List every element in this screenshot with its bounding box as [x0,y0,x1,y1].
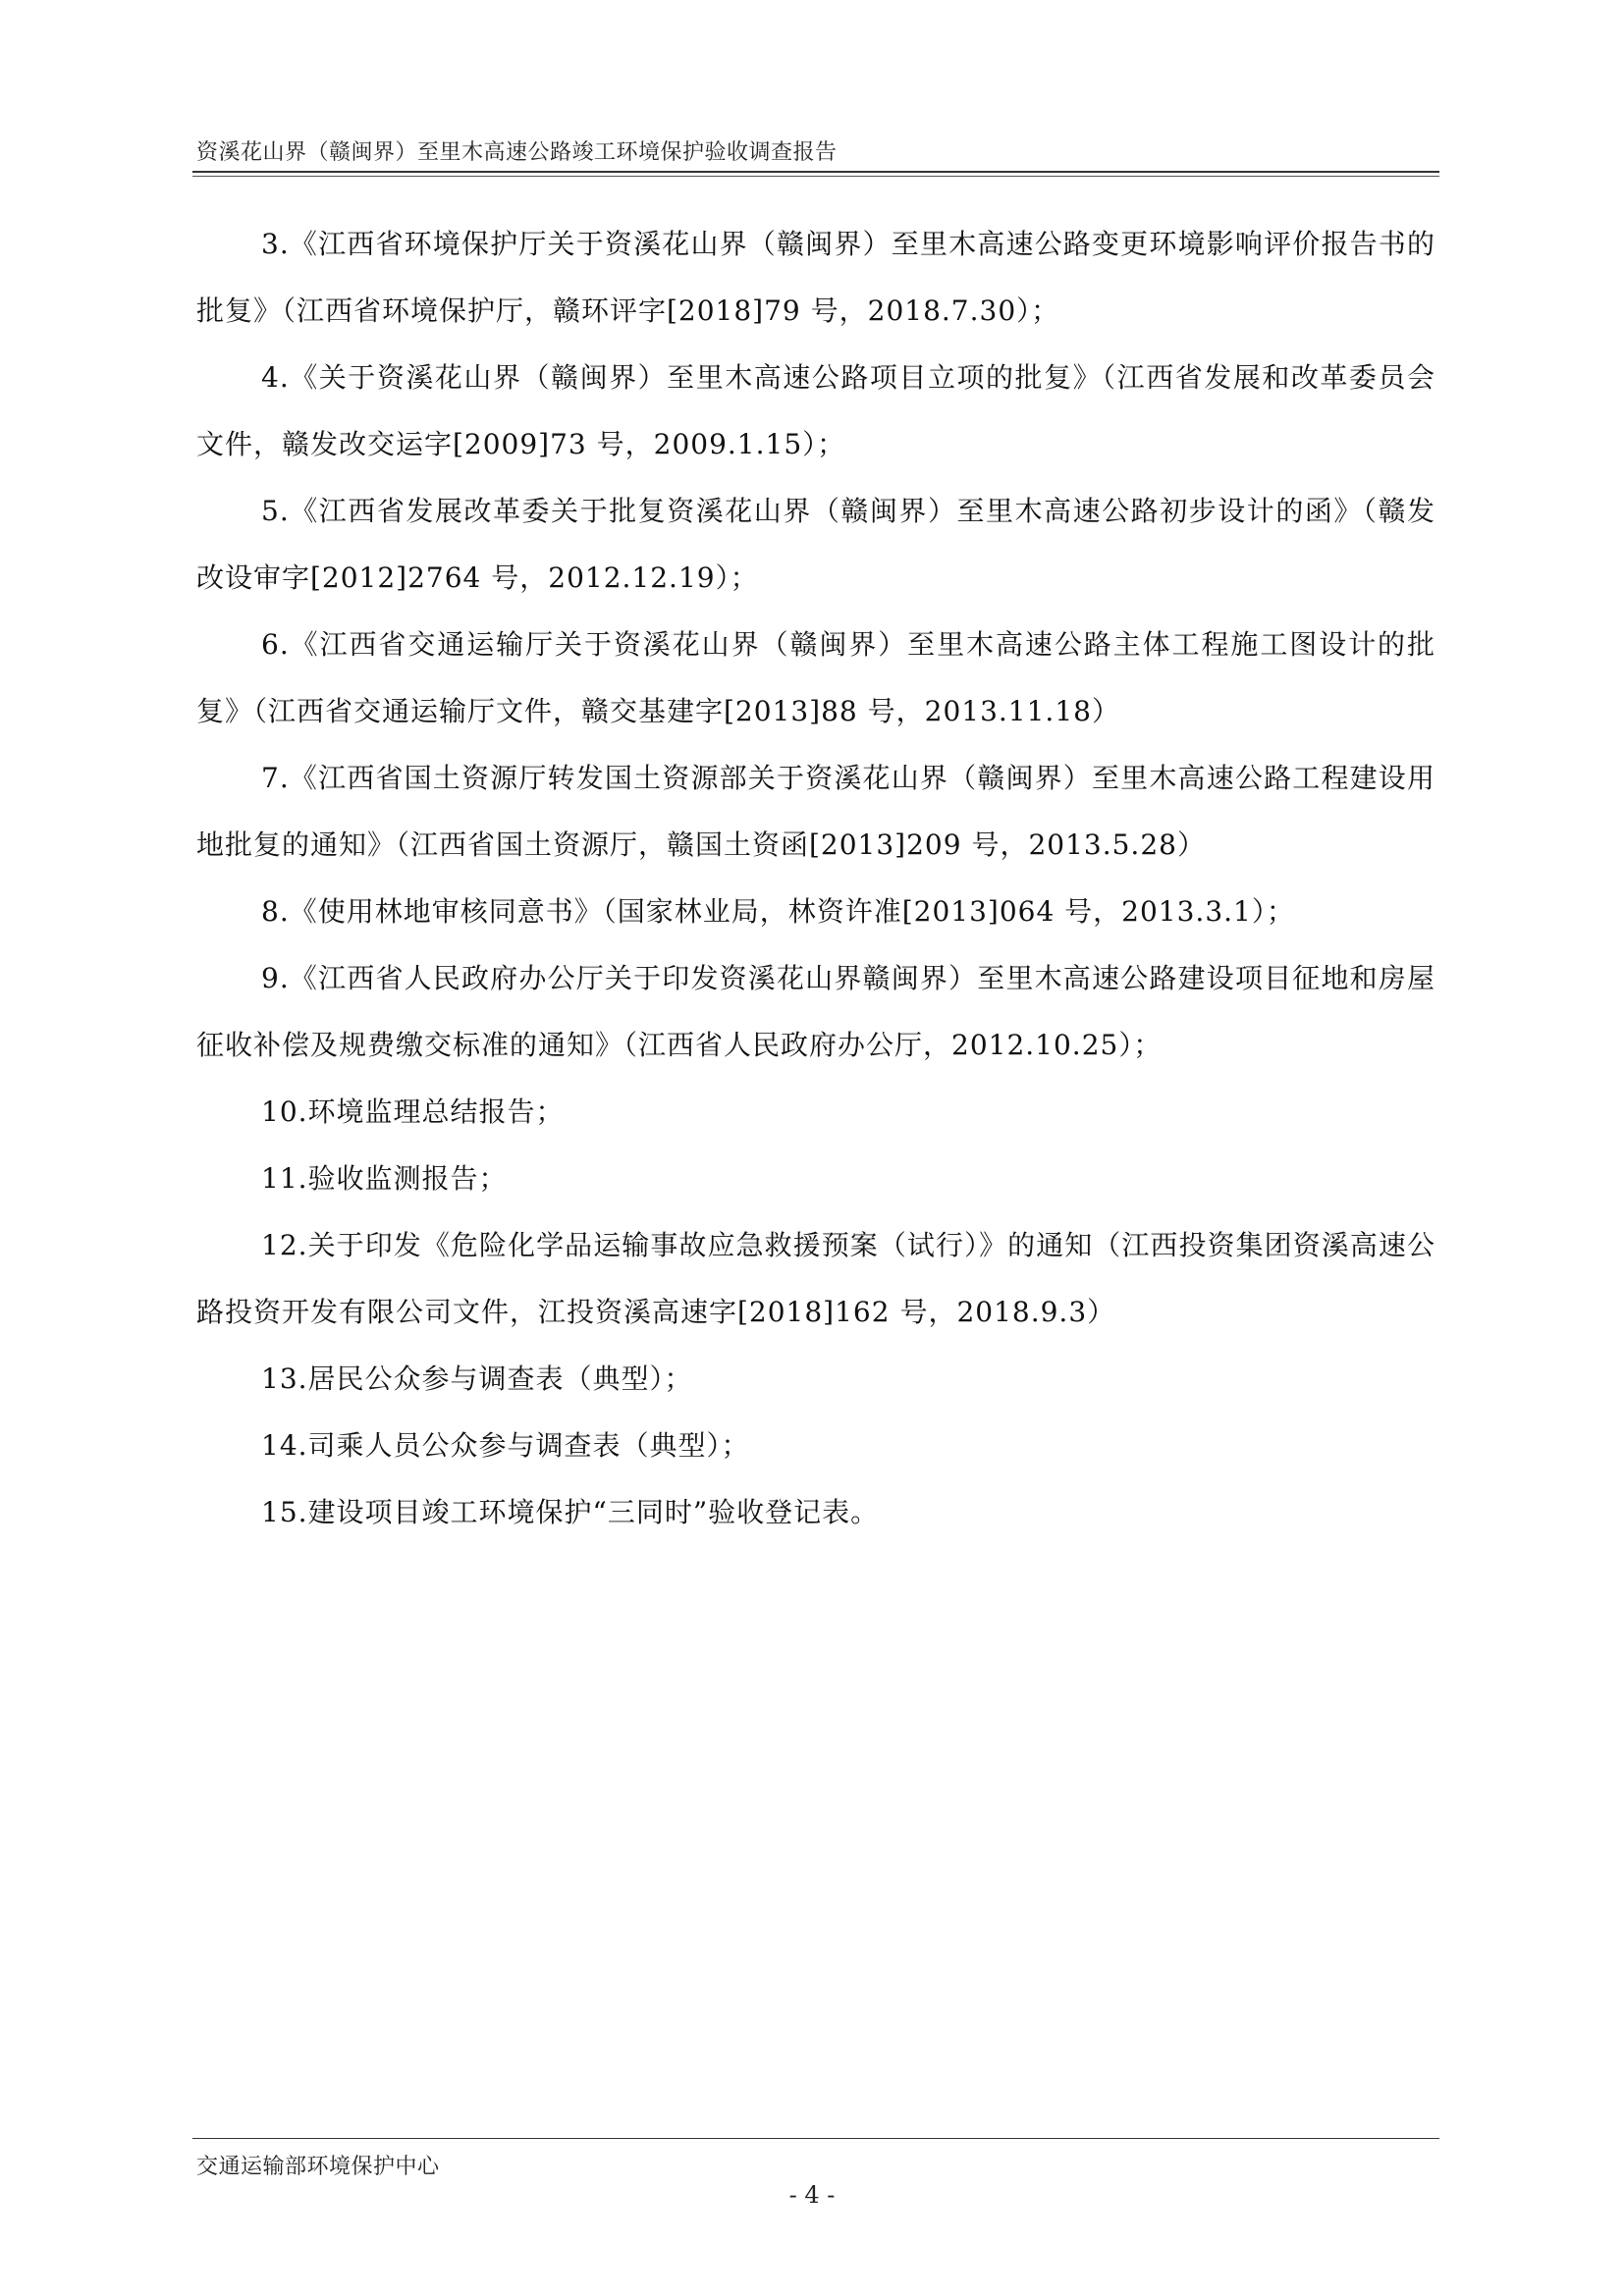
reference-item-9: 9.《江西省人民政府办公厅关于印发资溪花山界赣闽界）至里木高速公路建设项目征地和房屋征收补偿及规费缴交标准的通知》（江西省人民政府办公厅，2012.10.25）； [196,962,1435,1061]
page-number: - 4 - [788,2181,836,2209]
reference-item-12: 12.关于印发《危险化学品运输事故应急救援预案（试行）》的通知（江西投资集团资溪高速公路投资开发有限公司文件，江投资溪高速字[2018]162 号，2018.9.3） [196,1229,1435,1328]
reference-item-15: 15.建设项目竣工环境保护“三同时”验收登记表。 [261,1496,880,1528]
footer-divider [192,2138,1439,2139]
reference-item-11: 11.验收监测报告； [261,1162,508,1195]
running-header: 资溪花山界（赣闽界）至里木高速公路竣工环境保护验收调查报告 [196,140,838,165]
reference-item-3: 3.《江西省环境保护厅关于资溪花山界（赣闽界）至里木高速公路变更环境影响评价报告书的批复》（江西省环境保护厅，赣环评字[2018]79 号，2018.7.30）； [196,228,1435,327]
reference-item-10: 10.环境监理总结报告； [261,1095,565,1128]
reference-item-8: 8.《使用林地审核同意书》（国家林业局，林资许准[2013]064 号，2013.3.1）； [261,895,1295,928]
reference-item-5: 5.《江西省发展改革委关于批复资溪花山界（赣闽界）至里木高速公路初步设计的函》（赣发改设审字[2012]2764 号，2012.12.19）； [196,495,1435,594]
document-body [196,211,1435,1546]
reference-item-6: 6.《江西省交通运输厅关于资溪花山界（赣闽界）至里木高速公路主体工程施工图设计的批复》（江西省交通运输厅文件，赣交基建字[2013]88 号，2013.11.18） [196,628,1435,727]
reference-item-13: 13.居民公众参与调查表（典型）； [261,1362,693,1395]
reference-item-7: 7.《江西省国土资源厅转发国土资源部关于资溪花山界（赣闽界）至里木高速公路工程建设用地批复的通知》（江西省国土资源厅，赣国土资函[2013]209 号，2013.5.28） [196,762,1435,861]
footer-organization: 交通运输部环境保护中心 [196,2155,440,2179]
reference-item-4: 4.《关于资溪花山界（赣闽界）至里木高速公路项目立项的批复》（江西省发展和改革委员会文件，赣发改交运字[2009]73 号，2009.1.15）； [196,361,1435,460]
header-divider-thin [192,176,1439,177]
reference-item-14: 14.司乘人员公众参与调查表（典型）； [261,1429,750,1462]
header-divider [192,171,1439,173]
